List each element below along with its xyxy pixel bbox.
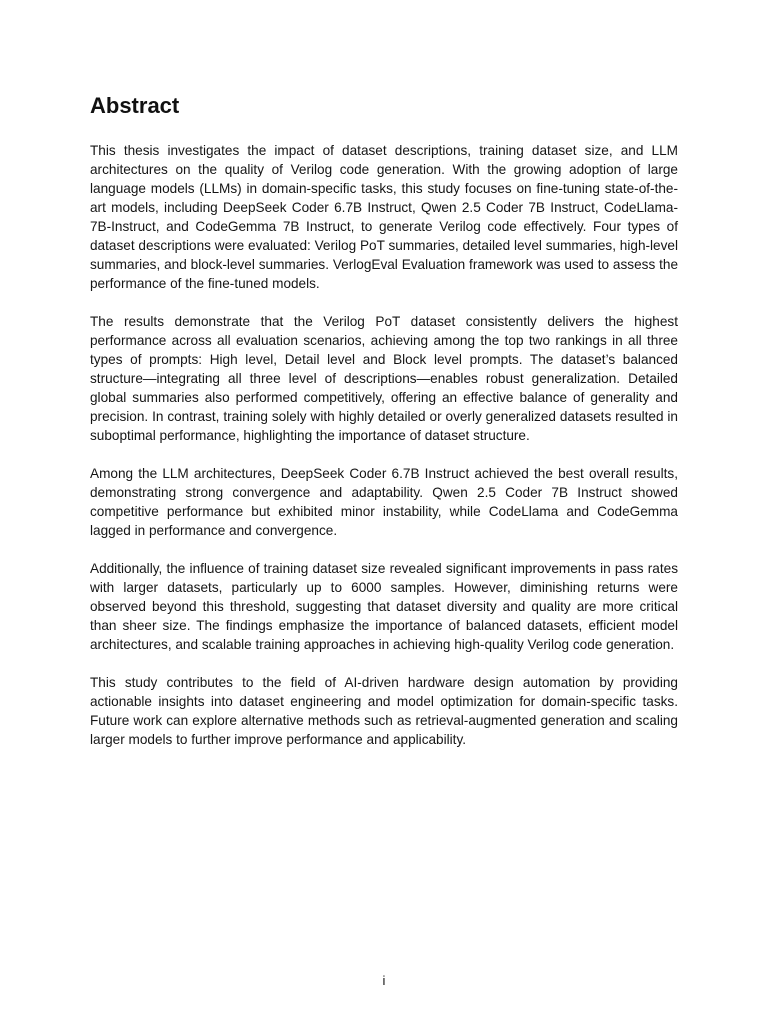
abstract-paragraph-5: This study contributes to the field of AI-driven hardware design automation by providing actionable insights into dataset engineering and model optimization for domain-specific tasks. Future work can explore alternative methods such as retrieval-augmented generation and scaling larger models to further improve performance and applicability. — [90, 675, 678, 747]
abstract-paragraph-1: This thesis investigates the impact of dataset descriptions, training dataset size, and LLM architectures on the quality of Verilog code generation. With the growing adoption of large language models (LLMs) in domain-specific tasks, this study focuses on fine-tuning state-of-the-art models, including DeepSeek Coder 6.7B Instruct, Qwen 2.5 Coder 7B Instruct, CodeLlama-7B-Instruct, and CodeGemma 7B Instruct, to generate Verilog code effectively. Four types of dataset descriptions were evaluated: Verilog PoT summaries, detailed level summaries, high-level summaries, and block-level summaries. VerlogEval Evaluation framework was used to assess the performance of the fine-tuned models. — [90, 143, 678, 291]
abstract-heading: Abstract — [90, 93, 180, 118]
abstract-paragraph-3: Among the LLM architectures, DeepSeek Coder 6.7B Instruct achieved the best overall results, demonstrating strong convergence and adaptability. Qwen 2.5 Coder 7B Instruct showed competitive performance but exhibited minor instability, while CodeLlama and CodeGemma lagged in performance and convergence. — [90, 466, 678, 538]
page-number: i — [382, 973, 386, 988]
abstract-body — [90, 141, 678, 768]
abstract-paragraph-2: The results demonstrate that the Verilog PoT dataset consistently delivers the highest performance across all evaluation scenarios, achieving among the top two rankings in all three types of prompts: High level, Detail level and Block level prompts. The dataset’s balanced structure—integrating all three level of descriptions—enables robust generalization. Detailed global summaries also performed competitively, offering an effective balance of generality and precision. In contrast, training solely with highly detailed or overly generalized datasets resulted in suboptimal performance, highlighting the importance of dataset structure. — [90, 314, 678, 443]
abstract-paragraph-4: Additionally, the influence of training dataset size revealed significant improvements in pass rates with larger datasets, particularly up to 6000 samples. However, diminishing returns were observed beyond this threshold, suggesting that dataset diversity and quality are more critical than sheer size. The findings emphasize the importance of balanced datasets, efficient model architectures, and scalable training approaches in achieving high-quality Verilog code generation. — [90, 561, 678, 652]
